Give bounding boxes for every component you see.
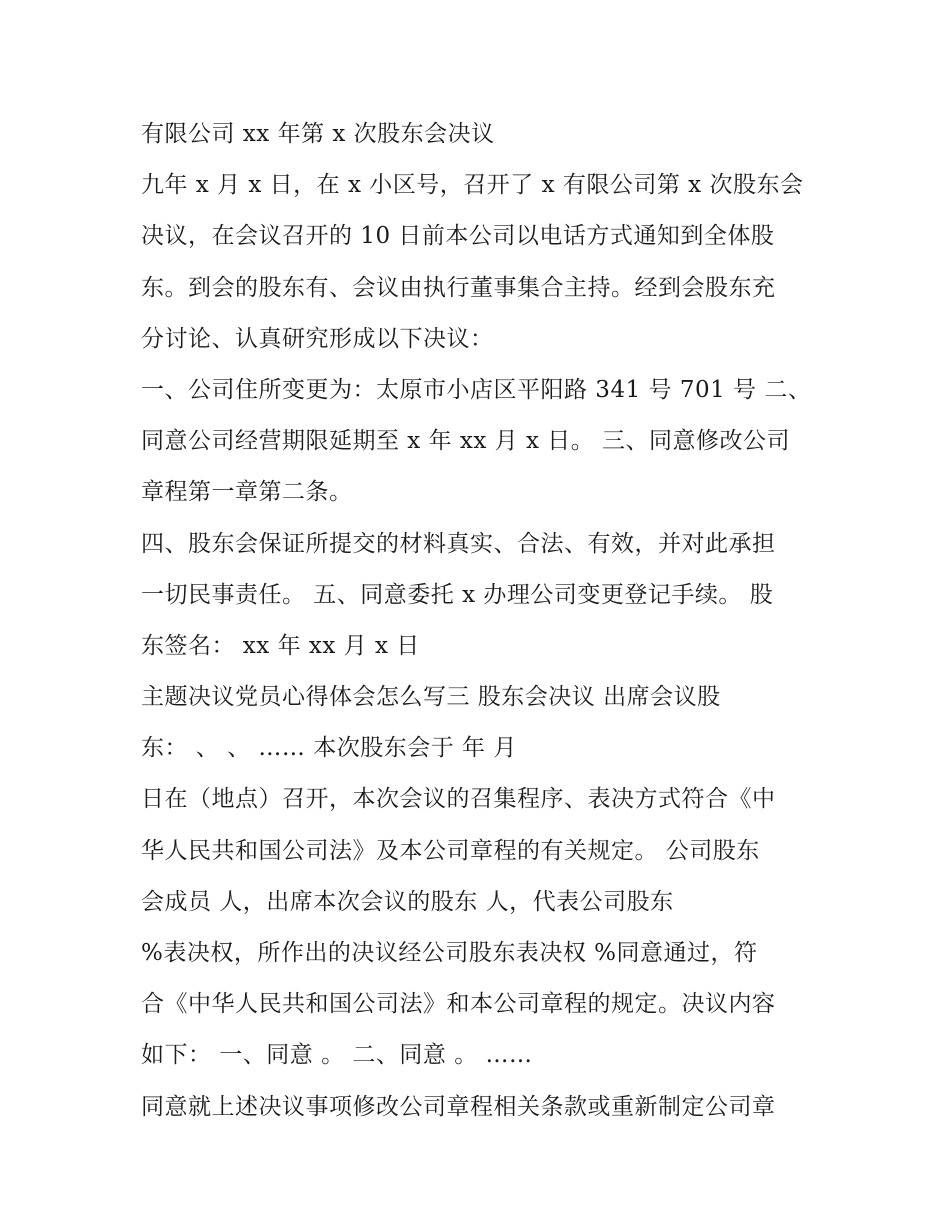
text-line: 有限公司 xx 年第 x 次股东会决议 [141,121,495,147]
text-line: 决议，在会议召开的 10 日前本公司以电话方式通知到全体股 [141,223,775,250]
text-line: 日在（地点）召开，本次会议的召集程序、表决方式符合《中 [141,786,776,813]
text-line: %表决权，所作出的决议经公司股东表决权 %同意通过，符 [141,940,758,966]
text-line: 一、公司住所变更为：太原市小店区平阳路 341 号 701 号 二、 [141,376,812,403]
document-body [141,109,821,1133]
text-line: 同意就上述决议事项修改公司章程相关条款或重新制定公司章 [141,1093,776,1120]
text-line: 一切民事责任。 五、同意委托 x 办理公司变更登记手续。 股 [141,581,774,608]
text-line: 东： 、 、 …… 本次股东会于 年 月 [141,735,517,762]
text-line: 章程第一章第二条。 [141,479,353,506]
text-line: 主题决议党员心得体会怎么写三 股东会决议 出席会议股 [141,684,721,711]
text-line: 四、股东会保证所提交的材料真实、合法、有效，并对此承担 [141,530,776,557]
text-line: 东签名： xx 年 xx 月 x 日 [141,632,420,659]
text-line: 分讨论、认真研究形成以下决议： [141,325,494,352]
text-line: 东。到会的股东有、会议由执行董事集合主持。经到会股东充 [141,274,776,301]
text-line: 如下： 一、同意 。 二、同意 。 …… [141,1042,533,1069]
text-line: 会成员 人，出席本次会议的股东 人，代表公司股东 [141,888,674,915]
text-line: 九年 x 月 x 日，在 x 小区号，召开了 x 有限公司第 x 次股东会 [141,172,804,199]
text-line: 同意公司经营期限延期至 x 年 xx 月 x 日。 三、同意修改公司 [141,428,791,455]
text-line: 合《中华人民共和国公司法》和本公司章程的规定。决议内容 [141,991,776,1018]
text-line: 华人民共和国公司法》及本公司章程的有关规定。 公司股东 [141,837,760,864]
